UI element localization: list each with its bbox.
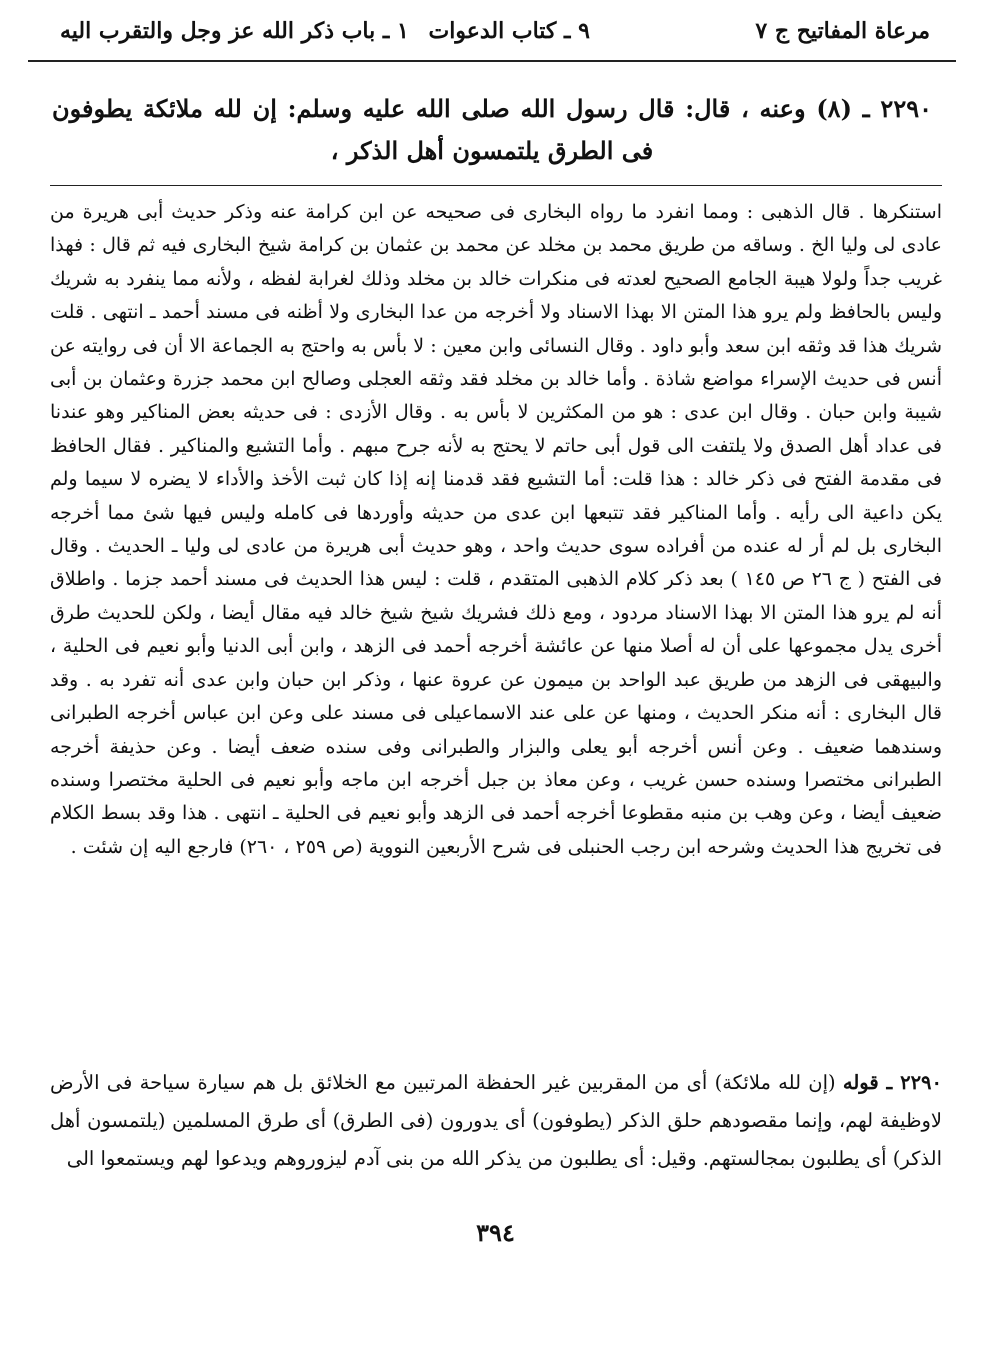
footnote-separator bbox=[50, 185, 942, 186]
header-book-title: مرعاة المفاتيح ج ٧ bbox=[755, 18, 930, 44]
footnote-body bbox=[50, 196, 942, 864]
header-rule bbox=[28, 60, 956, 62]
commentary-lead: ٢٢٩٠ ـ قوله bbox=[842, 1071, 942, 1094]
hadith-text-block bbox=[52, 88, 932, 172]
hadith-text: وعنه ، قال: قال رسول الله صلى الله عليه وسلم: إن لله ملائكة يطوفون فى الطرق يلتمسون أهل الذكر ، bbox=[52, 94, 806, 165]
header-section: ١ ـ باب ذكر الله عز وجل والتقرب اليه bbox=[60, 18, 409, 44]
page-number: ٣٩٤ bbox=[476, 1218, 515, 1247]
running-header bbox=[60, 14, 930, 48]
hadith-number: ٢٢٩٠ ـ (٨) bbox=[816, 94, 932, 123]
commentary-text: (إن لله ملائكة) أى من المقربين غير الحفظة المرتبين مع الخلائق بل هم سيارة سياحة فى الأرض لاوظيفة لهم، وإنما مقصودهم حلق الذكر (يطوفون) أى يدورون (فى الطرق) أى طرق المسلمين (يلتمسون أهل الذكر) أى يطلبون بمجالستهم. وقيل: أى يطلبون من يذكر الله من بنى آدم ليزوروهم ويدعوا لهم ويستمعوا الى bbox=[50, 1071, 942, 1170]
header-chapter: ٩ ـ كتاب الدعوات bbox=[428, 18, 590, 44]
commentary-block bbox=[50, 1064, 942, 1178]
footnote-paragraph: استنكرها . قال الذهبى : ومما انفرد ما رواه البخارى فى صحيحه عن ابن كرامة عنه وذكر حديث أبى هريرة من عادى لى وليا الخ . وساقه من طريق محمد بن مخلد عن محمد بن عثمان بن كرامة شيخ البخارى فيه ثم قال : فهذا غريب جداً ولولا هيبة الجامع الصحيح لعدته فى منكرات خالد بن مخلد وذلك لغرابة لفظه ، ولأنه مما ينفرد به شريك وليس بالحافظ ولم يرو هذا المتن الا بهذا الاسناد ولا أخرجه من عدا البخارى ولا أظنه فى مسند أحمد ـ انتهى . قلت شريك هذا قد وثقه ابن سعد وأبو داود . وقال النسائى وابن معين : لا بأس به واحتج به الجماعة الا أن فى روايته عن أنس فى حديث الإسراء مواضع شاذة . وأما خالد بن مخلد فقد وثقه العجلى وصالح ابن محمد جزرة وعثمان بن أبى شيبة وابن حبان . وقال ابن عدى : هو من المكثرين لا بأس به . وقال الأزدى : فى حديثه بعض المناكير وهو عندنا فى عداد أهل الصدق ولا يلتفت الى قول أبى حاتم لا يحتج به لأنه جرح مبهم . وأما التشيع والمناكير . فقال الحافظ فى مقدمة الفتح فى ذكر خالد : هذا قلت: أما التشيع فقد قدمنا إنه إذا كان ثبت الأخذ والأداء لا يضره لا سيما ولم يكن داعية الى رأيه . وأما المناكير فقد تتبعها ابن عدى من حديثه وأوردها فى كامله وليس فيها شئ مما أخرجه البخارى بل لم أر له عنده من أفراده سوى حديث واحد ، وهو حديث أبى هريرة من عادى لى وليا ـ الحديث . وقال فى الفتح ( ج ٢٦ ص ١٤٥ ) بعد ذكر كلام الذهبى المتقدم ، قلت : ليس هذا الحديث فى مسند أحمد جزما . واطلاق أنه لم يرو هذا المتن الا بهذا الاسناد مردود ، ومع ذلك فشريك شيخ شيخ خالد فيه مقال أيضا ، ولكن للحديث طرق أخرى يدل مجموعها على أن له أصلا منها عن عائشة أخرجه أحمد فى الزهد ، وابن أبى الدنيا وأبو نعيم فى الحلية ، والبيهقى فى الزهد من طريق عبد الواحد بن ميمون عن عروة عنها ، وذكر ابن حبان وابن عدى أنه تفرد به . وقد قال البخارى : أنه منكر الحديث ، ومنها عن على عند الاسماعيلى فى مسند على وعن ابن عباس أخرجه الطبرانى وسندهما ضعيف . وعن أنس أخرجه أبو يعلى والبزار والطبرانى وفى سنده ضعف أيضا . وعن حذيفة أخرجه الطبرانى مختصرا وسنده حسن غريب ، وعن معاذ بن جبل أخرجه ابن ماجه وأبو نعيم فى الحلية مختصرا وسنده ضعيف أيضا ، وعن وهب بن منبه مقطوعا أخرجه أحمد فى الزهد وأبو نعيم فى الحلية ـ انتهى . هذا وقد بسط الكلام فى تخريج هذا الحديث وشرحه ابن رجب الحنبلى فى شرح الأربعين النووية (ص ٢٥٩ ، ٢٦٠) فارجع اليه إن شئت . bbox=[50, 201, 943, 858]
